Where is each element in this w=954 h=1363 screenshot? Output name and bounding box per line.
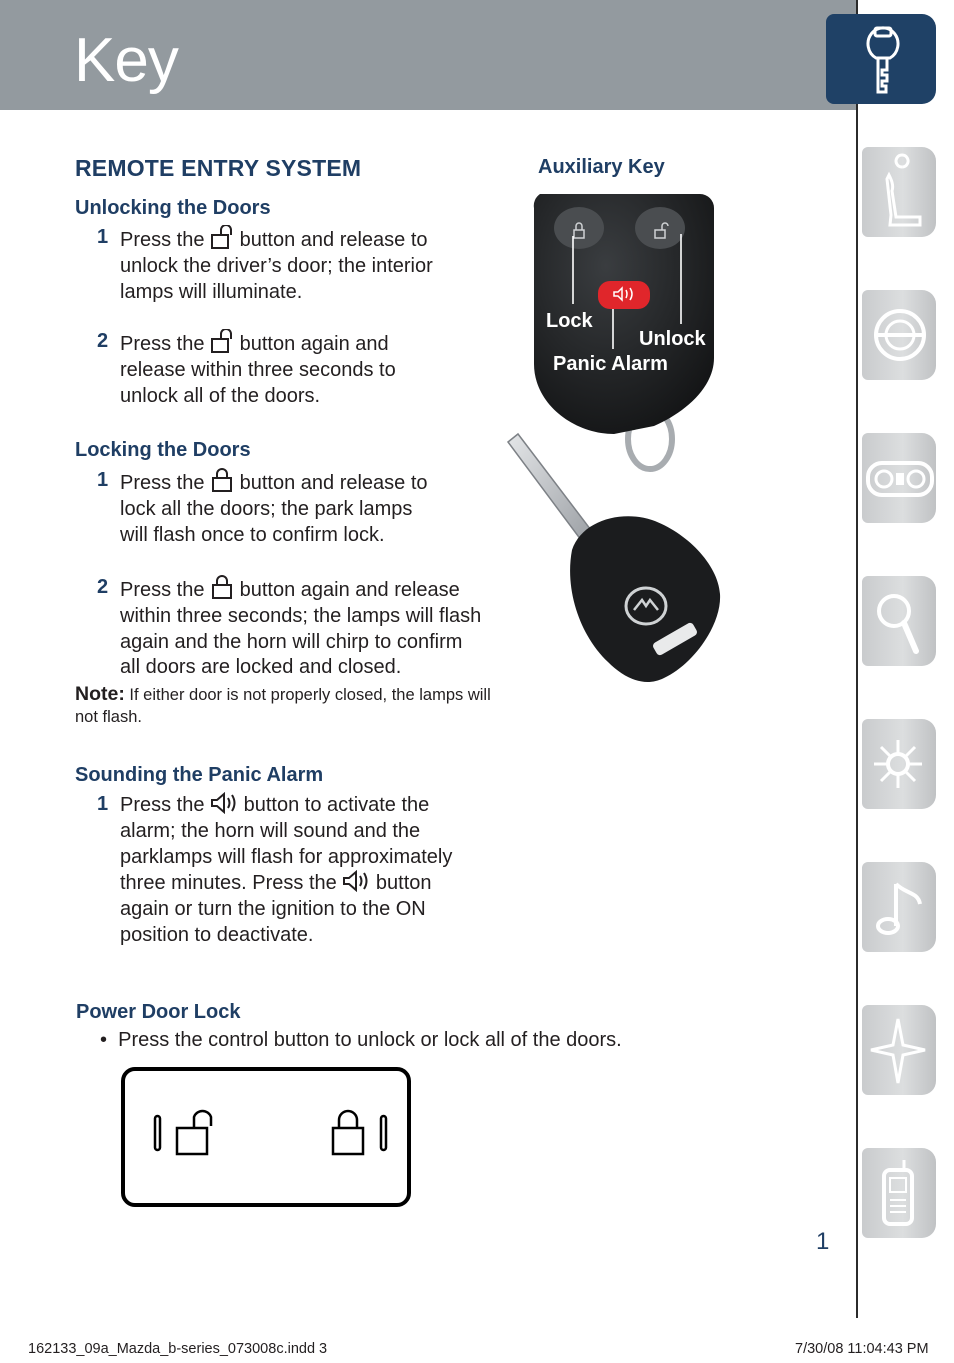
footer-file: 162133_09a_Mazda_b-series_073008c.indd 3 — [28, 1341, 328, 1357]
tab-seat[interactable] — [862, 147, 936, 237]
unlock-button[interactable] — [635, 207, 685, 249]
climate-fan-icon — [862, 719, 936, 809]
step-number: 1 — [97, 226, 109, 248]
music-note-icon — [862, 862, 936, 952]
compass-icon — [862, 1005, 936, 1095]
magnifier-icon — [862, 576, 936, 666]
tab-instruments[interactable] — [862, 433, 936, 523]
locking-heading: Locking the Doors — [75, 439, 251, 461]
panic-alarm-button[interactable] — [598, 281, 650, 309]
panic-horn-icon — [342, 870, 370, 892]
tab-audio[interactable] — [862, 862, 936, 952]
panic-alarm-label: Panic Alarm — [553, 353, 668, 375]
key-fob-photo — [500, 184, 740, 684]
panic-horn-icon — [210, 792, 238, 814]
unlocking-heading: Unlocking the Doors — [75, 197, 271, 219]
step-number: 2 — [97, 330, 109, 352]
power-door-lock-bullet: • Press the control button to unlock or lock all of the doors. — [100, 1029, 622, 1051]
auxiliary-key-heading: Auxiliary Key — [538, 156, 665, 178]
lock-button[interactable] — [554, 207, 604, 249]
step-number: 2 — [97, 576, 109, 598]
note — [75, 683, 495, 728]
seat-icon — [862, 147, 936, 237]
tab-key[interactable] — [826, 14, 936, 104]
tab-climate[interactable] — [862, 719, 936, 809]
power-door-lock-heading: Power Door Lock — [76, 1001, 241, 1023]
key-blade — [508, 434, 594, 544]
steering-wheel-icon — [862, 290, 936, 380]
lock-label: Lock — [546, 310, 593, 332]
remote-entry-heading: REMOTE ENTRY SYSTEM — [75, 155, 362, 181]
tab-search[interactable] — [862, 576, 936, 666]
tab-steering[interactable] — [862, 290, 936, 380]
footer-timestamp: 7/30/08 11:04:43 PM — [795, 1341, 929, 1357]
lock-icon — [210, 468, 234, 492]
phone-icon — [862, 1148, 936, 1238]
unlock-icon — [210, 225, 234, 249]
door-lock-switch-diagram — [118, 1064, 414, 1210]
lock-icon — [210, 575, 234, 599]
instrument-cluster-icon — [862, 433, 936, 523]
unlock-label: Unlock — [639, 328, 706, 350]
tab-navigation[interactable] — [862, 1005, 936, 1095]
note-label: Note: — [75, 683, 125, 705]
step-number: 1 — [97, 469, 109, 491]
page-number: 1 — [816, 1228, 830, 1255]
page-title: Key — [74, 26, 178, 95]
step-number: 1 — [97, 793, 109, 815]
tab-phone[interactable] — [862, 1148, 936, 1238]
note-text: If either door is not properly closed, the lamps will not flash. — [75, 686, 491, 726]
key-icon — [826, 14, 936, 104]
unlock-icon — [210, 329, 234, 353]
side-divider — [856, 0, 858, 1318]
panic-heading: Sounding the Panic Alarm — [75, 764, 324, 786]
ignition-key-head — [570, 516, 720, 682]
